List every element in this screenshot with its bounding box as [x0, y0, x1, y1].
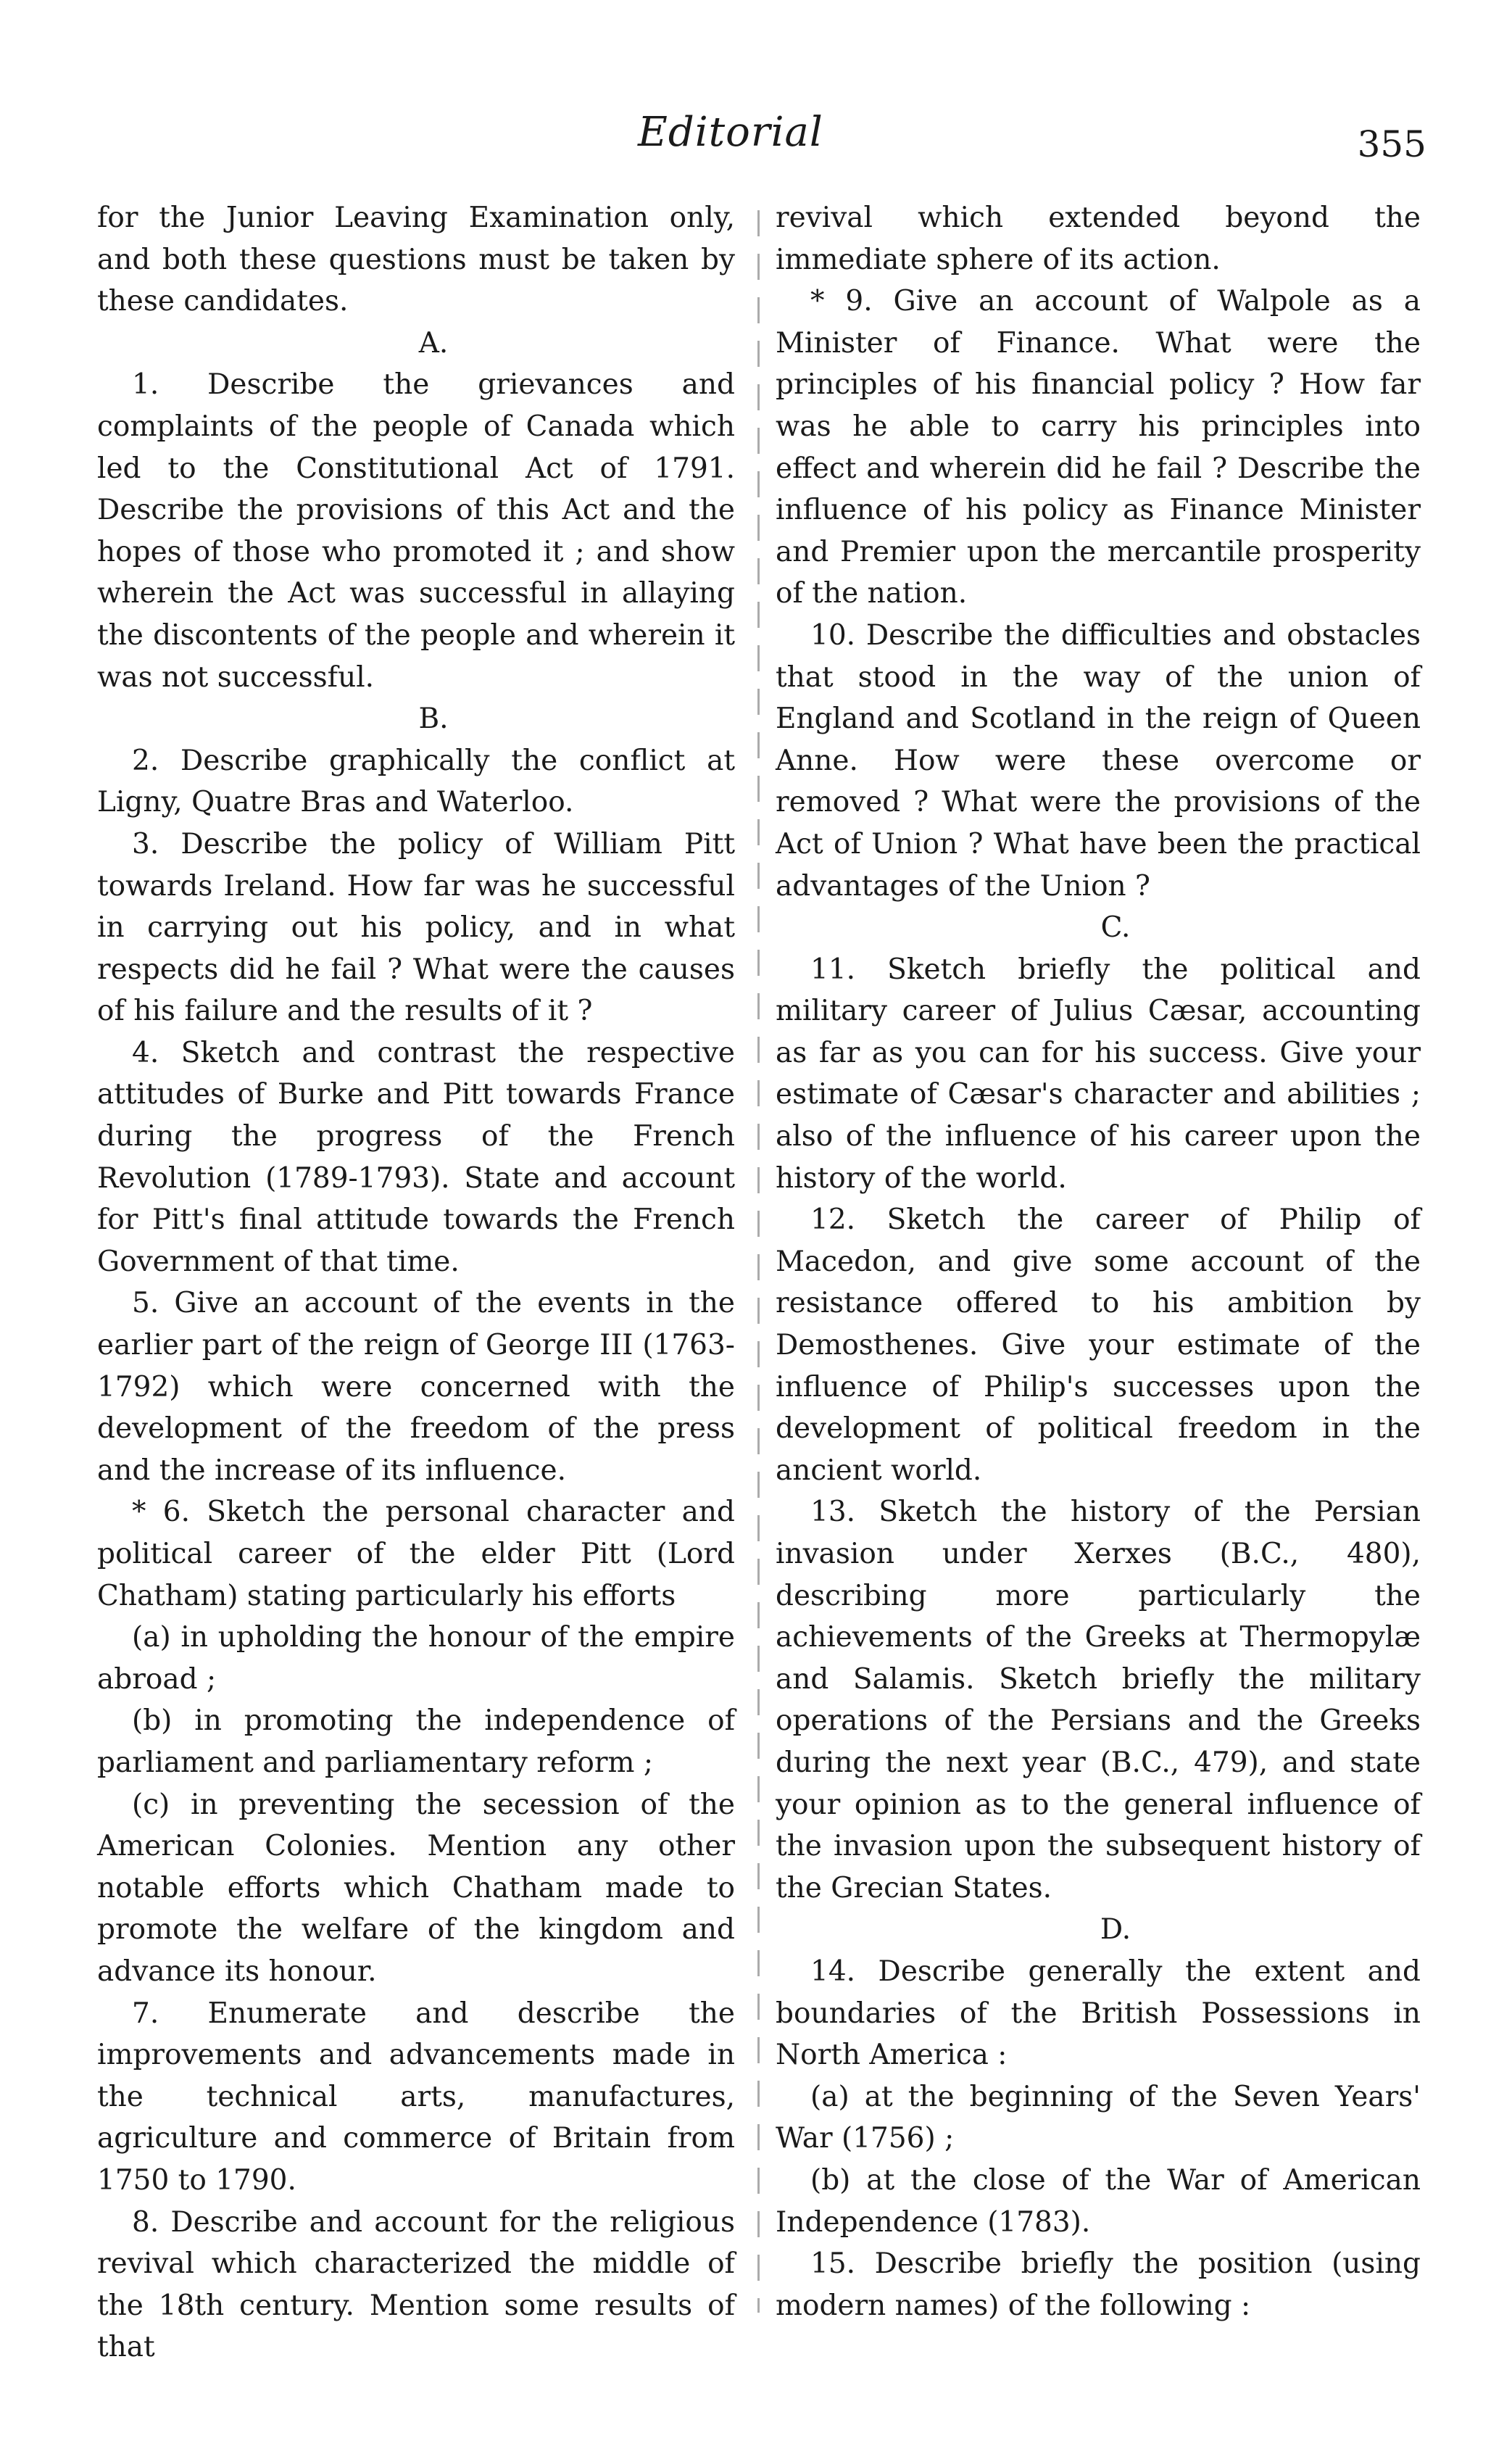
section-heading-c: C. — [1100, 911, 1131, 945]
section-heading-b: B. — [418, 702, 449, 736]
question-14b: (b) at the close of the War of American Independence (1783). — [776, 2163, 1421, 2239]
section-heading-d: D. — [1100, 1913, 1131, 1947]
question-12: 12. Sketch the career of Philip of Macedon, and give some account of the resistance offered to his ambition by Demosthenes. Give your estimate of the influence of Philip's successes upon the development of political freedom in the ancient world. — [776, 1203, 1421, 1487]
question-14: 14. Describe generally the extent and boundaries of the British Possessions in North America : — [776, 1955, 1421, 2072]
left-column — [97, 197, 735, 2368]
question-9: * 9. Give an account of Walpole as a Minister of Finance. What were the principles of his financial policy ? How far was he able to carry his principles into effect and wherein did he fail ? Describe the influence of his policy as Finance Minister and Premier upon the mercantile prosperity of the nation. — [776, 285, 1421, 610]
question-15: 15. Describe briefly the position (using modern names) of the following : — [776, 2247, 1421, 2322]
question-13: 13. Sketch the history of the Persian invasion under Xerxes (B.C., 480), describing more particularly the achievements of the Greeks at Thermopylæ and Salamis. Sketch briefly the military operations of the Persians and the Greeks during the next year (B.C., 479), and state your opinion as to the general influence of the invasion upon the subsequent history of the Grecian States. — [776, 1496, 1421, 1904]
question-3: 3. Describe the policy of William Pitt towards Ireland. How far was he successful in carrying out his policy, and in what respects did he fail ? What were the causes of his failure and the results of it ? — [97, 827, 735, 1028]
question-14a: (a) at the beginning of the Seven Years' War (1756) ; — [776, 2080, 1421, 2155]
right-column — [776, 197, 1421, 2326]
intro-paragraph: for the Junior Leaving Examination only, and both these questions must be taken by these candidates. — [97, 202, 735, 318]
question-1: 1. Describe the grievances and complaints of the people of Canada which led to the Constitutional Act of 1791. Describe the provisions of this Act and the hopes of those who promoted it ; and show wherein the Act was successful in allaying the discontents of the people and wherein it was not successful. — [97, 368, 735, 694]
question-6a: (a) in upholding the honour of the empire abroad ; — [97, 1621, 735, 1696]
question-6b: (b) in promoting the independence of parliament and parliamentary reform ; — [97, 1704, 735, 1779]
question-8-continued: revival which extended beyond the immediate sphere of its action. — [776, 202, 1421, 276]
column-divider — [757, 210, 760, 2313]
question-4: 4. Sketch and contrast the respective attitudes of Burke and Pitt towards France during the progress of the French Revolution (1789-1793). State and account for Pitt's final attitude towards the French Government of that time. — [97, 1036, 735, 1278]
section-heading-a: A. — [418, 326, 449, 360]
question-2: 2. Describe graphically the conflict at Ligny, Quatre Bras and Waterloo. — [97, 744, 735, 819]
page-number: 355 — [1357, 123, 1426, 165]
question-5: 5. Give an account of the events in the earlier part of the reign of George III (1763-1792) which were concerned with the development of the freedom of the press and the increase of its influence. — [97, 1287, 735, 1487]
question-7: 7. Enumerate and describe the improvements and advancements made in the technical arts, manufactures, agriculture and commerce of Britain from 1750 to 1790. — [97, 1997, 735, 2197]
question-11: 11. Sketch briefly the political and military career of Julius Cæsar, accounting as far as you can for his success. Give your estimate of Cæsar's character and abilities ; also of the influence of his career upon the history of the world. — [776, 953, 1421, 1195]
running-header-title: Editorial — [638, 109, 823, 156]
question-6c: (c) in preventing the secession of the American Colonies. Mention any other notable efforts which Chatham made to promote the welfare of the kingdom and advance its honour. — [97, 1788, 735, 1988]
question-6: * 6. Sketch the personal character and political career of the elder Pitt (Lord Chatham) stating particularly his efforts — [97, 1496, 735, 1612]
question-8: 8. Describe and account for the religious revival which characterized the middle of the 18th century. Mention some results of that — [97, 2205, 735, 2364]
question-10: 10. Describe the difficulties and obstacles that stood in the way of the union of England and Scotland in the reign of Queen Anne. How were these overcome or removed ? What were the provisions of the Act of Union ? What have been the practical advantages of the Union ? — [776, 618, 1421, 903]
